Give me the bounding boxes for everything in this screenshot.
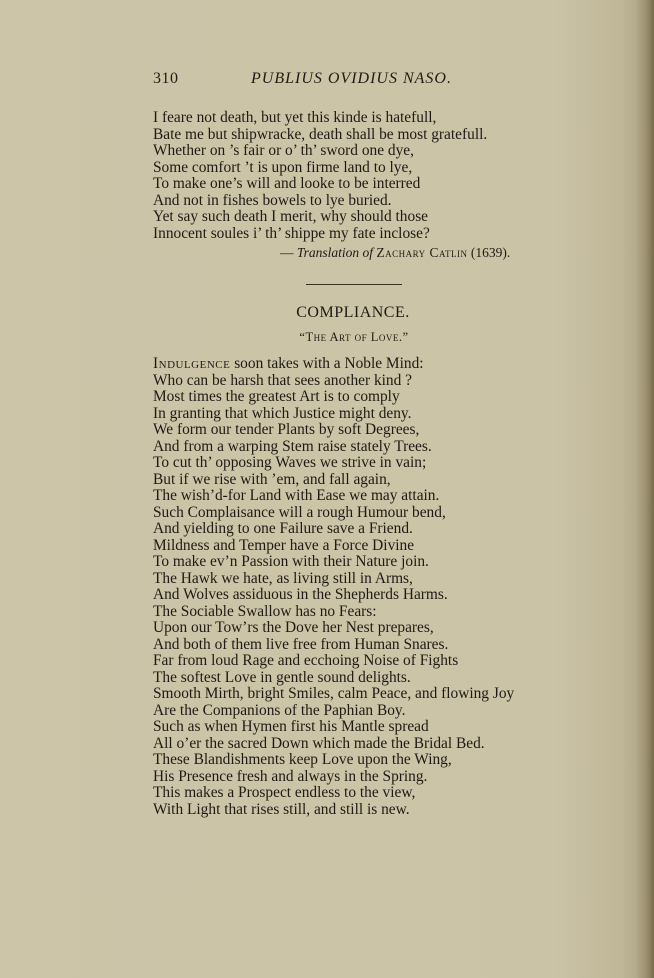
section-title <box>0 304 654 322</box>
poem-compliance <box>153 356 593 818</box>
verse-line: Mildness and Temper have a Force Divine <box>153 536 415 554</box>
opening-word: Indulgence <box>153 355 231 372</box>
verse-line: Smooth Mirth, bright Smiles, calm Peace, and flowing Joy <box>153 685 515 702</box>
verse-line: These Blandishments keep Love upon the Wing, <box>153 751 452 768</box>
verse-line: His Presence fresh and always in the Spring. <box>153 767 428 785</box>
section-subtitle-text: “The Art of Love.” <box>299 330 409 344</box>
opening-line-rest: soon takes with a Noble Mind: <box>230 355 424 372</box>
poem-catlin <box>153 110 593 242</box>
verse-line: Bate me but shipwracke, death shall be most gratefull. <box>153 125 488 143</box>
verse-line: In granting that which Justice might deny. <box>153 404 412 422</box>
verse-line: The wish’d-for Land with Ease we may attain. <box>153 487 440 504</box>
verse-line: Yet say such death I merit, why should those <box>153 208 429 225</box>
verse-line: This makes a Prospect endless to the view, <box>153 784 416 801</box>
verse-line: The Hawk we hate, as living still in Arms, <box>153 569 413 587</box>
verse-line: Far from loud Rage and ecchoing Noise of Fights <box>153 652 459 669</box>
verse-line: And from a warping Stem raise stately Trees. <box>153 437 432 455</box>
verse-line: Innocent soules i’ th’ shippe my fate inclose? <box>153 224 430 242</box>
verse-line: To cut th’ opposing Waves we strive in vain; <box>153 454 427 471</box>
verse-line: And both of them live free from Human Snares. <box>153 635 449 653</box>
verse-line: But if we rise with ’em, and fall again, <box>153 470 391 488</box>
section-subtitle <box>0 330 654 345</box>
running-title: PUBLIUS OVIDIUS NASO. <box>251 70 452 87</box>
verse-line: Some comfort ’t is upon firme land to lye, <box>153 158 413 176</box>
verse-line: Most times the greatest Art is to comply <box>153 388 400 405</box>
verse-line-first <box>153 356 593 373</box>
section-title-text: COMPLIANCE. <box>296 304 410 321</box>
verse-line: The softest Love in gentle sound delights. <box>153 668 411 686</box>
attribution <box>280 245 560 261</box>
verse-line: Whether on ’s fair or o’ th’ sword one dye, <box>153 142 414 159</box>
attribution-dash: — <box>280 245 297 260</box>
verse-line: All o’er the sacred Down which made the Bridal Bed. <box>153 734 485 752</box>
verse-line: Are the Companions of the Paphian Boy. <box>153 701 406 719</box>
section-divider <box>306 284 402 285</box>
verse-line: And Wolves assiduous in the Shepherds Harms. <box>153 586 448 603</box>
verse-line: And yielding to one Failure save a Friend. <box>153 520 413 537</box>
verse-line: Such Complaisance will a rough Humour bend, <box>153 503 446 521</box>
verse-line: To make one’s will and looke to be interred <box>153 175 421 192</box>
translation-year: (1639). <box>470 245 511 260</box>
page-edge-shadow <box>636 0 654 978</box>
verse-line: And not in fishes bowels to lye buried. <box>153 191 392 209</box>
verse-line: We form our tender Plants by soft Degrees, <box>153 421 420 438</box>
translation-label: Translation of <box>296 245 374 260</box>
translator-name: Zachary Catlin <box>376 245 468 260</box>
verse-line: The Sociable Swallow has no Fears: <box>153 602 377 620</box>
verse-line: With Light that rises still, and still is new. <box>153 800 410 818</box>
page-number: 310 <box>153 70 179 87</box>
verse-line: I feare not death, but yet this kinde is hatefull, <box>153 109 437 126</box>
verse-line: Upon our Tow’rs the Dove her Nest prepares, <box>153 619 434 636</box>
verse-line: To make ev’n Passion with their Nature join. <box>153 553 429 570</box>
verse-line: Who can be harsh that sees another kind ? <box>153 371 412 389</box>
verse-line: Such as when Hymen first his Mantle spread <box>153 718 429 735</box>
